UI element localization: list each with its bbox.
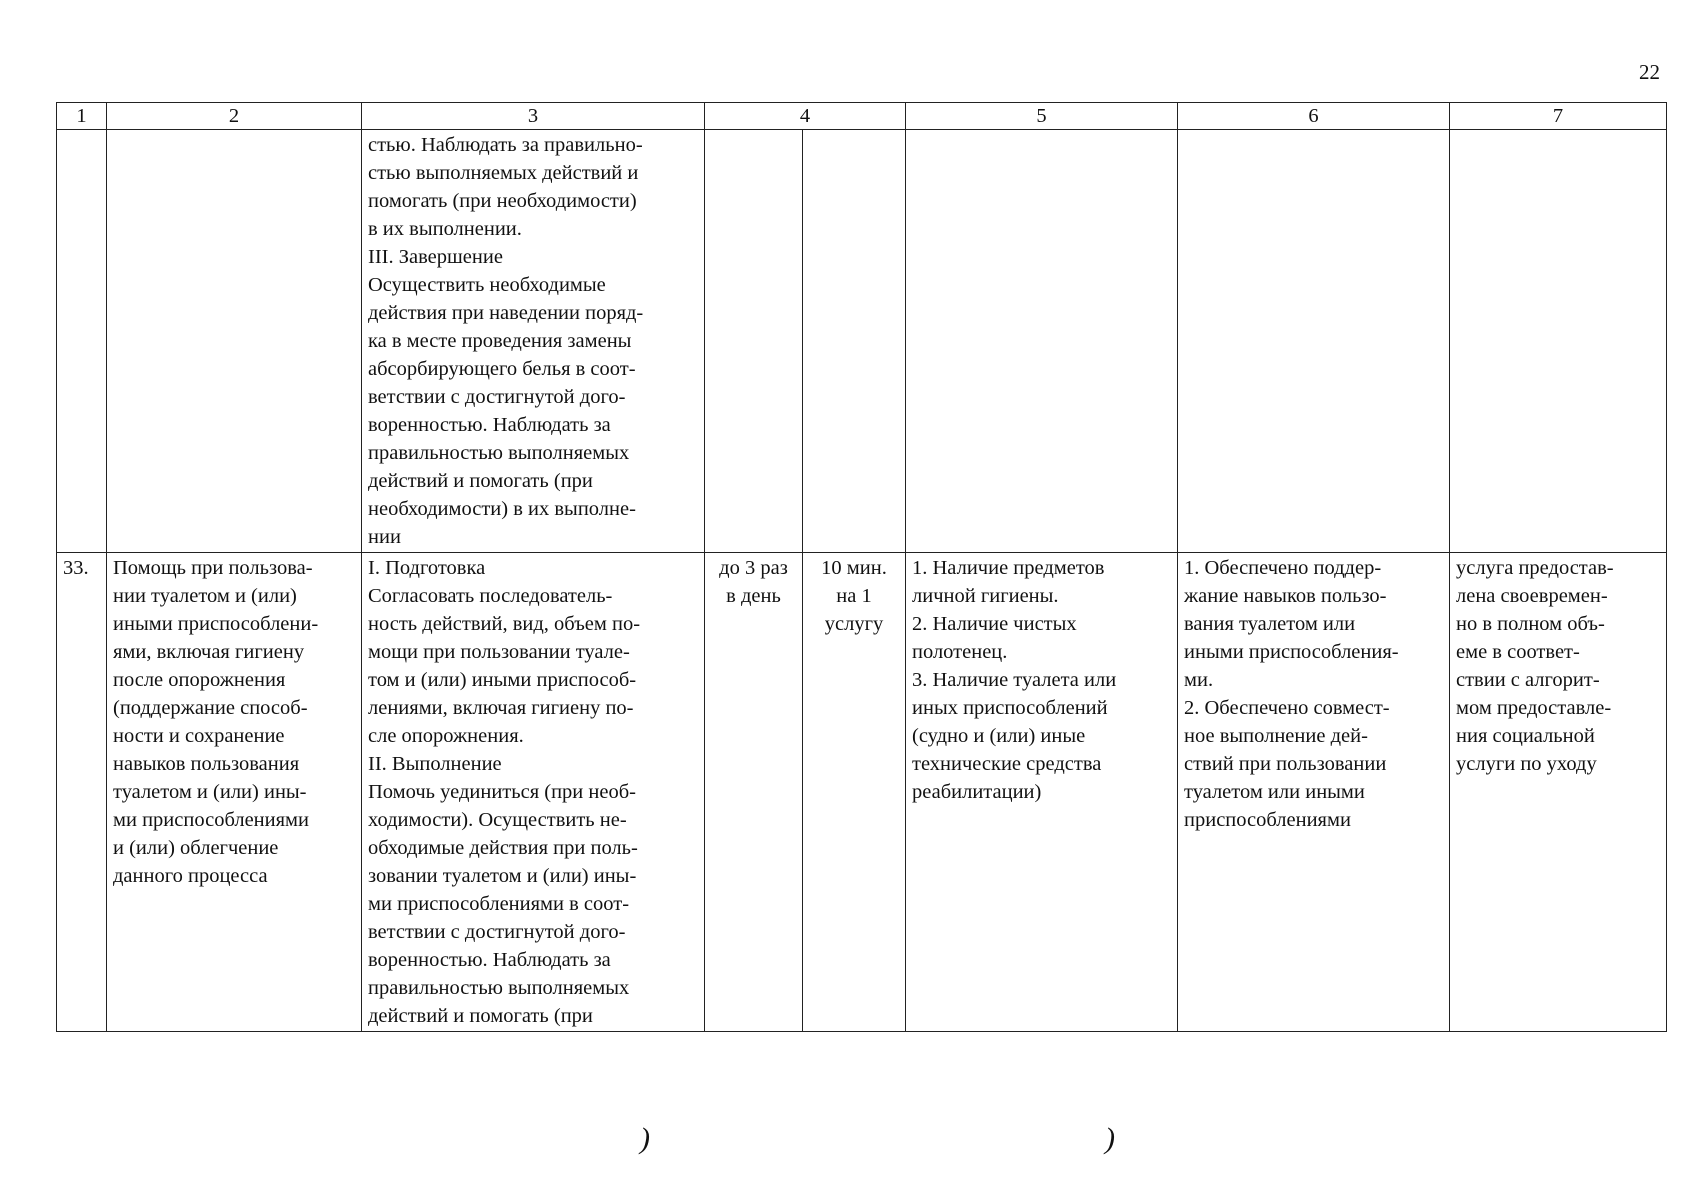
text-line: воренностью. Наблюдать за [368,949,611,971]
text-line: правильностью выполняемых [368,977,630,999]
text-line: ходимости). Осуществить не- [368,809,627,831]
text-line: ями, включая гигиену [113,641,305,663]
text-line: технические средства [912,753,1102,775]
text-line: после опорожнения [113,669,286,691]
quality-cell [1450,553,1667,1032]
text-line: помогать (при необходимости) [368,190,637,212]
text-line: действий и помогать (при [368,1005,593,1027]
continuation-procedure-cell [362,130,705,553]
service-name-cell [107,553,362,1032]
text-line: ное выполнение дей- [1184,725,1368,747]
text-line: мом предоставле- [1456,697,1612,719]
text-line: зовании туалетом и (или) ины- [368,865,637,887]
text-line: 1. Наличие предметов [912,557,1105,579]
table-row-33 [57,553,1667,1032]
text-line: и (или) облегчение [113,837,279,859]
text-line: Согласовать последователь- [368,585,613,607]
header-col-6: 6 [1178,103,1450,130]
header-col-2: 2 [107,103,362,130]
text-line: лениями, включая гигиену по- [368,697,634,719]
text-line: услугу [824,613,884,635]
text-line: приспособлениями [1184,809,1351,831]
text-line: ствий при пользовании [1184,753,1387,775]
text-line: (судно и (или) иные [912,725,1086,747]
text-line: ния социальной [1456,725,1595,747]
duration-cell [803,553,906,1032]
text-line: нии [368,526,401,548]
text-line: Осуществить необходимые [368,274,606,296]
text-line: туалетом или иными [1184,781,1365,803]
text-line: ка в месте проведения замены [368,330,632,352]
text-line: ности и сохранение [113,725,285,747]
text-line: 2. Обеспечено совмест- [1184,697,1390,719]
text-line: навыков пользования [113,753,300,775]
text-line: реабилитации) [912,781,1042,803]
text-line: в их выполнении. [368,218,522,240]
frequency-cell [705,553,803,1032]
text-line: иных приспособлений [912,697,1108,719]
text-line: иными приспособлени- [113,613,319,635]
conditions-cell [906,553,1178,1032]
text-line: необходимости) в их выполне- [368,498,636,520]
text-line: сле опорожнения. [368,725,524,747]
text-line: том и (или) иными приспособ- [368,669,637,691]
continuation-row [57,130,1667,553]
text-line: действий и помогать (при [368,470,593,492]
text-line: ность действий, вид, объем по- [368,613,641,635]
text-line: вания туалетом или [1184,613,1356,635]
header-col-5: 5 [906,103,1178,130]
procedure-cell [362,553,705,1032]
text-line: личной гигиены. [912,585,1059,607]
text-line: обходимые действия при поль- [368,837,638,859]
text-line: воренностью. Наблюдать за [368,414,611,436]
row-number: 33. [57,553,107,1032]
text-line: данного процесса [113,865,268,887]
text-line: до 3 раз [719,557,788,579]
header-row [57,103,1667,130]
text-line: в день [726,585,781,607]
text-line: стью. Наблюдать за правильно- [368,134,643,156]
header-col-4: 4 [705,103,906,130]
text-line: услуга предостав- [1456,557,1614,579]
text-line: мощи при пользовании туале- [368,641,630,663]
text-line: 1. Обеспечено поддер- [1184,557,1382,579]
text-line: жание навыков пользо- [1184,585,1387,607]
text-line: действия при наведении поряд- [368,302,644,324]
text-line: ми приспособлениями [113,809,310,831]
text-line: II. Выполнение [368,753,502,775]
margin-mark-right: ) [1105,1122,1115,1155]
text-line: 10 мин. [821,557,887,579]
results-cell [1178,553,1450,1032]
header-col-3: 3 [362,103,705,130]
text-line: услуги по уходу [1456,753,1597,775]
text-line: ветствии с достигнутой дого- [368,921,626,943]
header-col-7: 7 [1450,103,1667,130]
page-number: 22 [1639,60,1660,84]
header-col-1: 1 [57,103,107,130]
text-line: иными приспособления- [1184,641,1399,663]
text-line: лена своевремен- [1456,585,1608,607]
text-line: III. Завершение [368,246,503,268]
text-line: стью выполняемых действий и [368,162,639,184]
services-table [56,102,1667,1032]
text-line: ветствии с достигнутой дого- [368,386,626,408]
text-line: абсорбирующего белья в соот- [368,358,636,380]
text-line: но в полном объ- [1456,613,1605,635]
text-line: полотенец. [912,641,1008,663]
margin-mark-left: ) [640,1122,650,1155]
text-line: правильностью выполняемых [368,442,630,464]
text-line: на 1 [836,585,872,607]
text-line: Помощь при пользова- [113,557,313,579]
text-line: 3. Наличие туалета или [912,669,1117,691]
text-line: нии туалетом и (или) [113,585,297,607]
text-line: еме в соответ- [1456,641,1580,663]
text-line: Помочь уединиться (при необ- [368,781,636,803]
text-line: ствии с алгорит- [1456,669,1600,691]
text-line: ми приспособлениями в соот- [368,893,630,915]
text-line: (поддержание способ- [113,697,308,719]
text-line: 2. Наличие чистых [912,613,1077,635]
text-line: ми. [1184,669,1214,691]
text-line: I. Подготовка [368,557,486,579]
text-line: туалетом и (или) ины- [113,781,307,803]
